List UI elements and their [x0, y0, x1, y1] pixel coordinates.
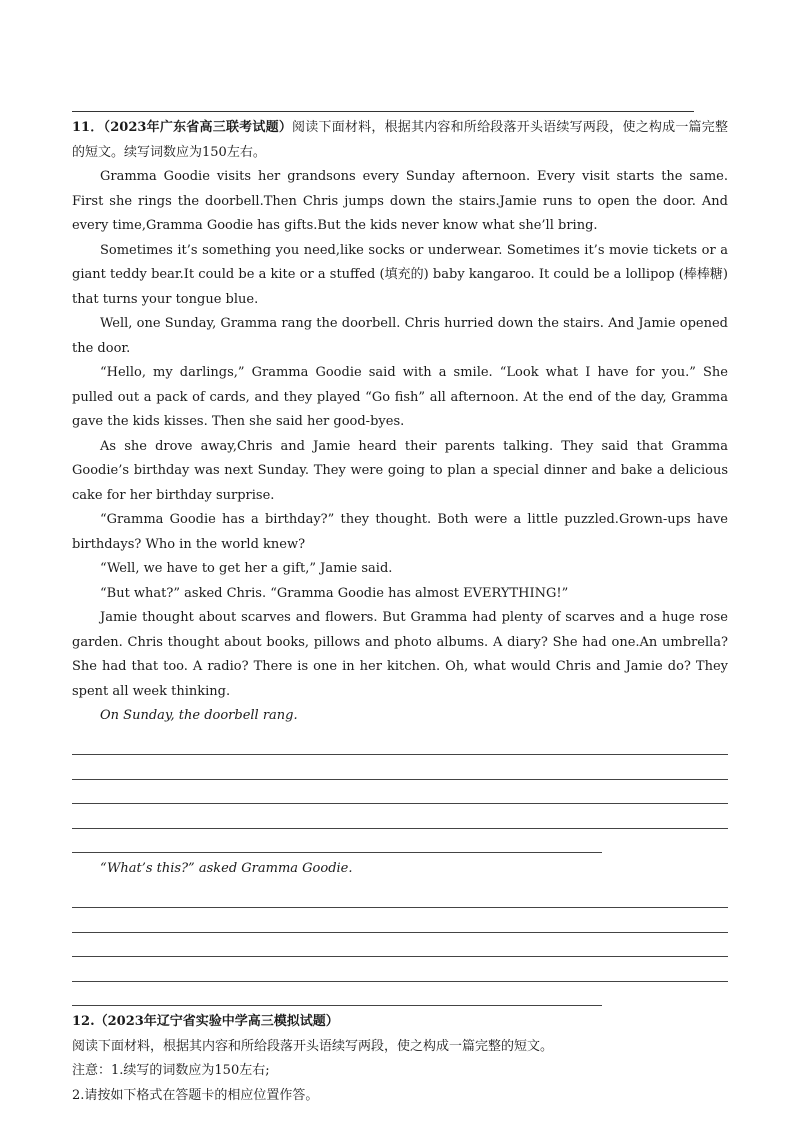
writing-lines-1: [72, 731, 728, 854]
q11-instruction: 阅读下面材料，根据其内容和所给段落开头语续写两段，使之构成一篇完整的短文。续写词数应为150左右。: [72, 120, 728, 160]
content-area: [72, 116, 728, 1108]
paragraph-8: “But what?” asked Chris. “Gramma Goodie has almost EVERYTHING!”: [100, 585, 569, 601]
paragraph-2: Sometimes it’s something you need,like socks or underwear. Sometimes it’s movie tickets or a giant teddy bear.It could be a kite or a stuffed (填充的) baby kangaroo. It could be a lollipop (棒棒糖) that turns your tongue blue.: [72, 242, 728, 307]
writing-line[interactable]: [72, 933, 728, 958]
paragraph-1: Gramma Goodie visits her grandsons every Sunday afternoon. Every visit starts the same. First she rings the doorbell.Then Chris jumps down the stairs.Jamie runs to open the door. And every time,Gramma Goodie has gifts.But the kids never know what she’ll bring.: [72, 169, 728, 233]
writing-line[interactable]: [72, 982, 602, 1007]
writing-line[interactable]: [72, 884, 728, 909]
writing-lines-2: [72, 884, 728, 1007]
writing-line[interactable]: [72, 908, 728, 933]
q12-note-2: 2.请按如下格式在答题卡的相应位置作答。: [72, 1087, 319, 1103]
continuation-lead-2: “What’s this?” asked Gramma Goodie.: [100, 861, 353, 876]
q11-heading: [72, 116, 728, 165]
q11-source: （2023年广东省高三联考试题）: [103, 120, 293, 135]
q12-note-1: 注意：1.续写的词数应为150左右;: [72, 1063, 270, 1078]
writing-line[interactable]: [72, 957, 728, 982]
writing-line[interactable]: [72, 804, 728, 829]
paragraph-6: “Gramma Goodie has a birthday?” they thought. Both were a little puzzled.Grown-ups have birthdays? Who in the world knew?: [72, 512, 728, 552]
continuation-lead-1: On Sunday, the doorbell rang.: [100, 708, 298, 723]
paragraph-3: Well, one Sunday, Gramma rang the doorbell. Chris hurried down the stairs. And Jamie opened the door.: [72, 316, 728, 356]
writing-line[interactable]: [72, 755, 728, 780]
paragraph-7: “Well, we have to get her a gift,” Jamie said.: [100, 561, 393, 576]
writing-line[interactable]: [72, 829, 602, 854]
q12-instruction: 阅读下面材料，根据其内容和所给段落开头语续写两段，使之构成一篇完整的短文。: [72, 1038, 554, 1054]
writing-line[interactable]: [72, 780, 728, 805]
paragraph-9: Jamie thought about scarves and flowers. But Gramma had plenty of scarves and a huge rose garden. Chris thought about books, pillows and photo albums. A diary? She had one.An umbrella? She had that too. A radio? There is one in her kitchen. Oh, what would Chris and Jamie do? They spent all week thinking.: [72, 610, 728, 699]
writing-line[interactable]: [72, 731, 728, 756]
header-rule: [72, 111, 694, 112]
q11-number: 11．: [72, 120, 104, 135]
q12-heading: 12.（2023年辽宁省实验中学高三模拟试题）: [72, 1014, 339, 1029]
paragraph-4: “Hello, my darlings,” Gramma Goodie said with a smile. “Look what I have for you.” She pulled out a pack of cards, and they played “Go fish” all afternoon. At the end of the day, Gramma gave the kids kisses. Then she said her good-byes.: [72, 365, 728, 429]
paragraph-5: As she drove away,Chris and Jamie heard their parents talking. They said that Gramma Goodie’s birthday was next Sunday. They were going to plan a special dinner and bake a delicious cake for her birthday surprise.: [72, 438, 728, 503]
